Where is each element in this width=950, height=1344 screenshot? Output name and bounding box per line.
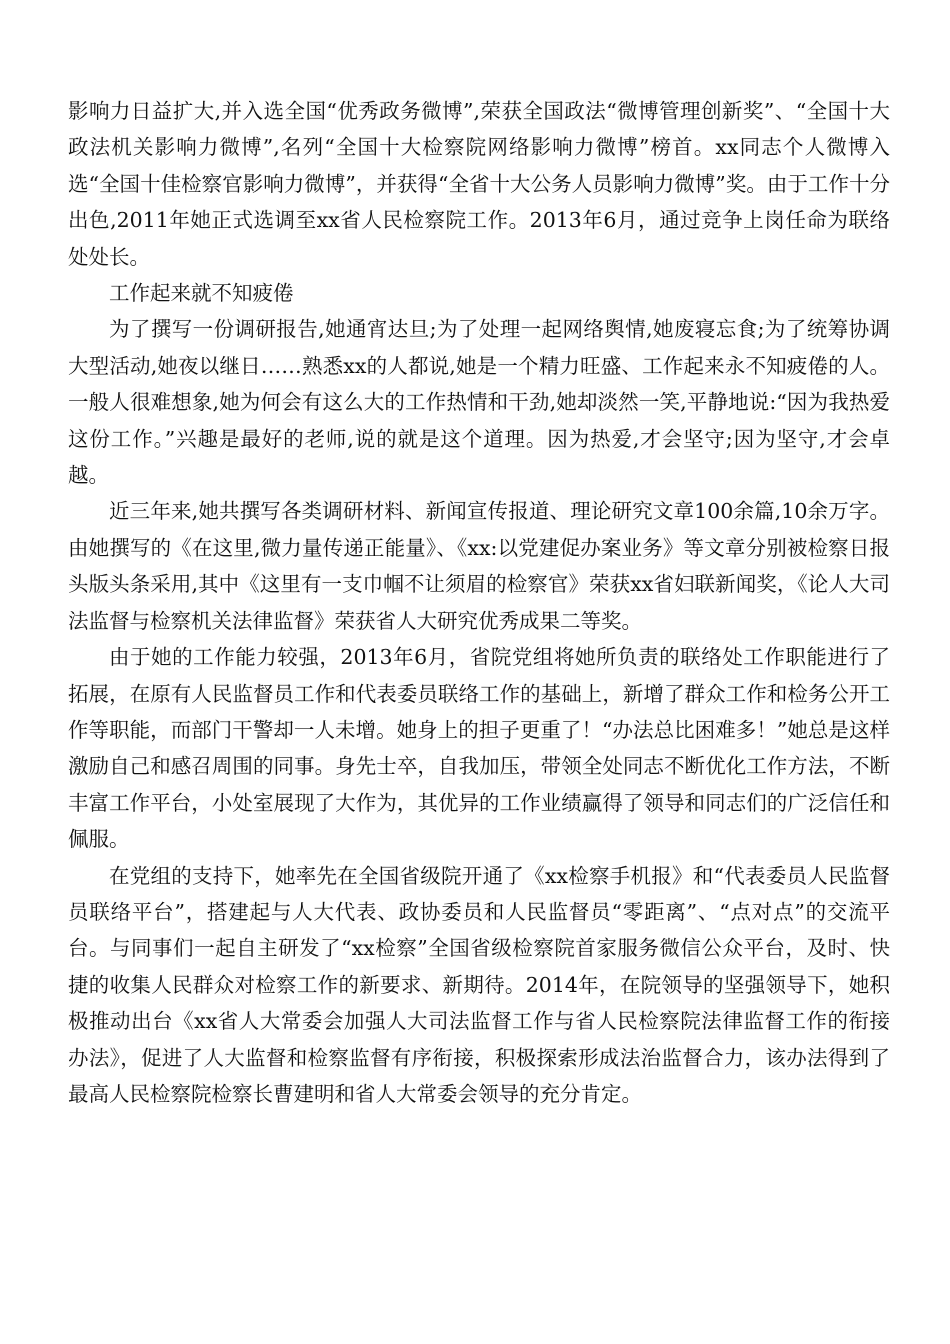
paragraph-platform: 在党组的支持下，她率先在全国省级院开通了《xx检察手机报》和“代表委员人民监督员联络平台”，搭建起与人大代表、政协委员和人民监督员“零距离”、“点对点”的交流平台。与同事们一起自主研发了“xx检察”全国省级检察院首家服务微信公众平台，及时、快捷的收集人民群众对检察工作的新要求、新期待。2014年，在院领导的坚强领导下，她积极推动出台《xx省人大常委会加强人大司法监督工作与省人民检察院法律监督工作的衔接办法》，促进了人大监督和检察监督有序衔接，积极探索形成法治监督合力，该办法得到了最高人民检察院检察长曹建明和省人大常委会领导的充分肯定。 (68, 863, 890, 1106)
document-page (68, 93, 890, 1112)
paragraph-dedication: 为了撰写一份调研报告,她通宵达旦;为了处理一起网络舆情,她废寝忘食;为了统筹协调大型活动,她夜以继日……熟悉xx的人都说,她是一个精力旺盛、工作起来永不知疲倦的人。一般人很难想象,她为何会有这么大的工作热情和干劲,她却淡然一笑,平静地说:“因为我热爱这份工作。”兴趣是最好的老师,说的就是这个道理。因为热爱,才会坚守;因为坚守,才会卓越。 (68, 317, 890, 488)
paragraph-intro: 影响力日益扩大,并入选全国“优秀政务微博”,荣获全国政法“微博管理创新奖”、“全国十大政法机关影响力微博”,名列“全国十大检察院网络影响力微博”榜首。xx同志个人微博入选“全国十佳检察官影响力微博”，并获得“全省十大公务人员影响力微博”奖。由于工作十分出色,2011年她正式选调至xx省人民检察院工作。2013年6月，通过竞争上岗任命为联络处处长。 (68, 99, 890, 269)
paragraph-writing: 近三年来,她共撰写各类调研材料、新闻宣传报道、理论研究文章100余篇,10余万字。由她撰写的《在这里,微力量传递正能量》、《xx:以党建促办案业务》等文章分别被检察日报头版头条采用,其中《这里有一支巾帼不让须眉的检察官》荣获xx省妇联新闻奖，《论人大司法监督与检察机关法律监督》荣获省人大研究优秀成果二等奖。 (68, 499, 890, 633)
paragraph-capability: 由于她的工作能力较强，2013年6月，省院党组将她所负责的联络处工作职能进行了拓展，在原有人民监督员工作和代表委员联络工作的基础上，新增了群众工作和检务公开工作等职能，而部门干警却一人未增。她身上的担子更重了！“办法总比困难多！”她总是这样激励自己和感召周围的同事。身先士卒，自我加压，带领全处同志不断优化工作方法，不断丰富工作平台，小处室展现了大作为，其优异的工作业绩赢得了领导和同志们的广泛信任和佩服。 (68, 645, 890, 852)
section-heading: 工作起来就不知疲倦 (109, 281, 294, 306)
